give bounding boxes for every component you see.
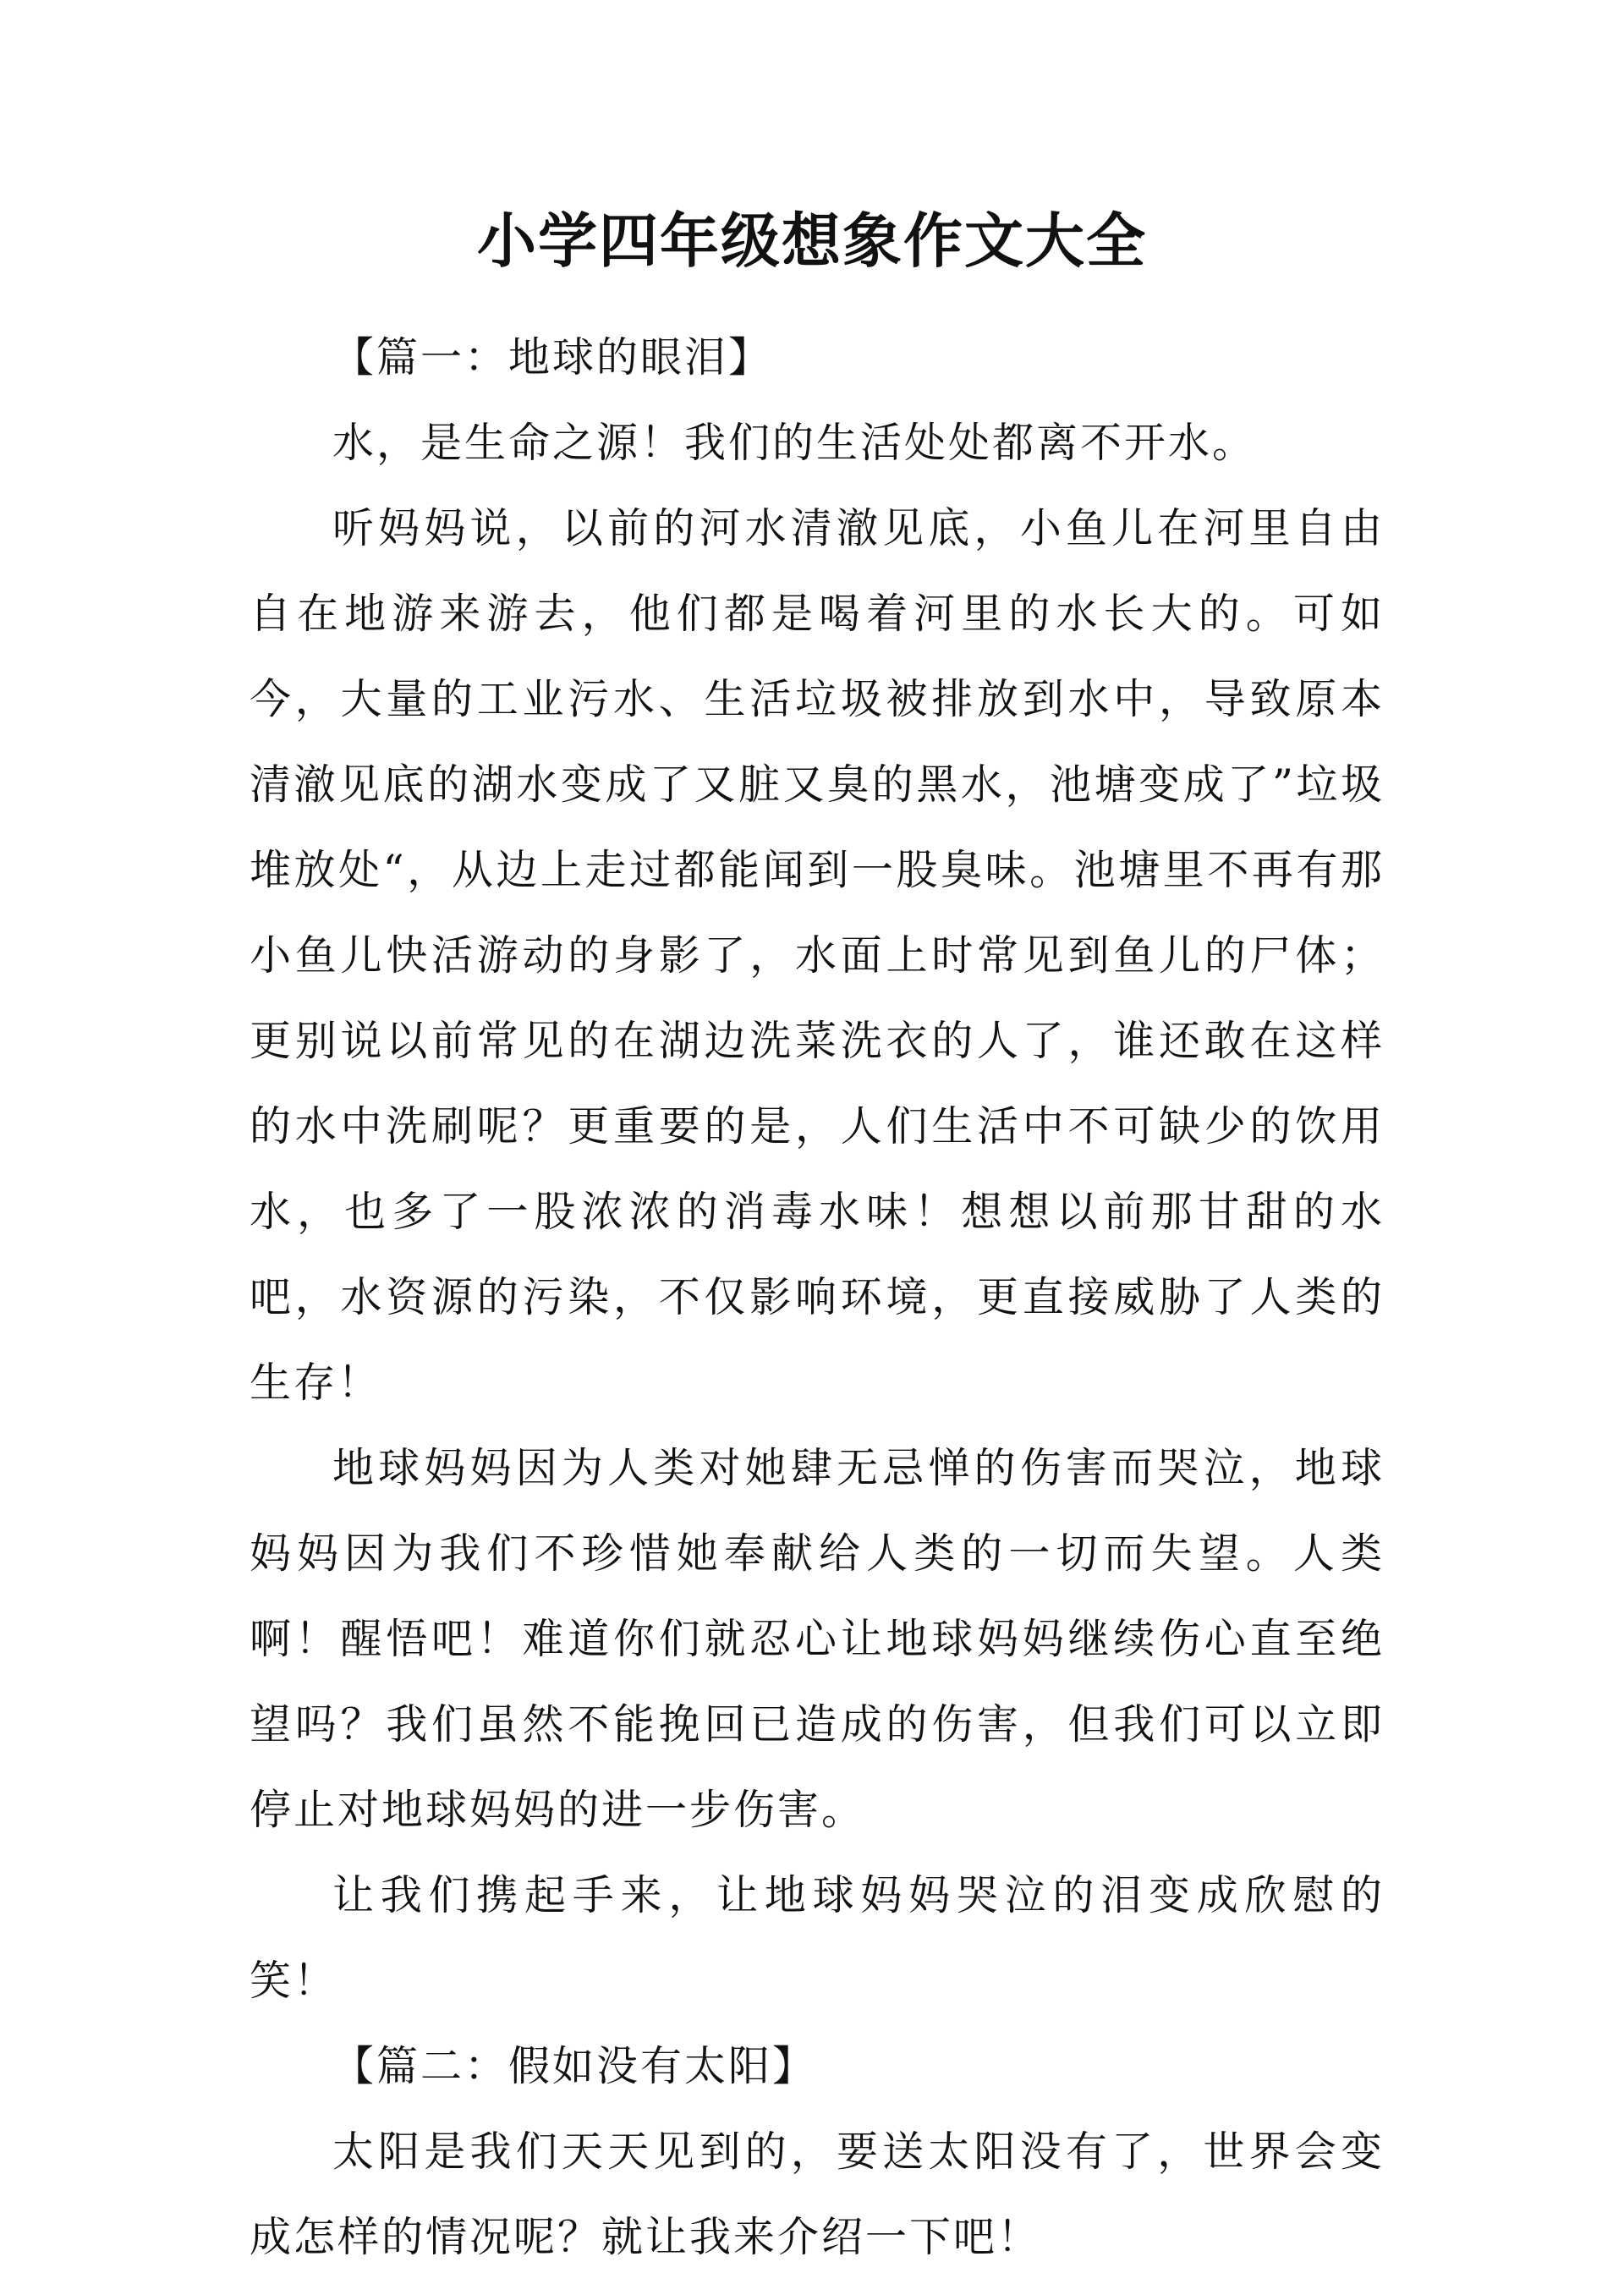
section-heading-2: 【篇二：假如没有太阳】: [332, 2042, 817, 2090]
section-heading-1: 【篇一：地球的眼泪】: [332, 333, 773, 382]
document-body: [250, 315, 1385, 2280]
paragraph-5: 太阳是我们天天见到的，要送太阳没有了，世界会变成怎样的情况呢？就让我来介绍一下吧！: [250, 2128, 1385, 2261]
document-title: 小学四年级想象作文大全: [477, 206, 1147, 276]
paragraph-1: 水，是生命之源！我们的生活处处都离不开水。: [332, 419, 1257, 467]
paragraph-4: 让我们携起手来，让地球妈妈哭泣的泪变成欣慰的笑！: [250, 1871, 1385, 2005]
paragraph-2: 听妈妈说，以前的河水清澈见底，小鱼儿在河里自由自在地游来游去，他们都是喝着河里的水长大的。可如今，大量的工业污水、生活垃圾被排放到水中，导致原本清澈见底的湖水变成了又脏又臭的黑水，池塘变成了”垃圾堆放处“，从边上走过都能闻到一股臭味。池塘里不再有那小鱼儿快活游动的身影了，水面上时常见到鱼儿的尸体；更别说以前常见的在湖边洗菜洗衣的人了，谁还敢在这样的水中洗刷呢？更重要的是，人们生活中不可缺少的饮用水，也多了一股浓浓的消毒水味！想想以前那甘甜的水吧，水资源的污染，不仅影响环境，更直接威胁了人类的生存！: [250, 504, 1385, 1407]
paragraph-3: 地球妈妈因为人类对她肆无忌惮的伤害而哭泣，地球妈妈因为我们不珍惜她奉献给人类的一切而失望。人类啊！醒悟吧！难道你们就忍心让地球妈妈继续伤心直至绝望吗？我们虽然不能挽回已造成的伤害，但我们可以立即停止对地球妈妈的进一步伤害。: [250, 1444, 1385, 1834]
